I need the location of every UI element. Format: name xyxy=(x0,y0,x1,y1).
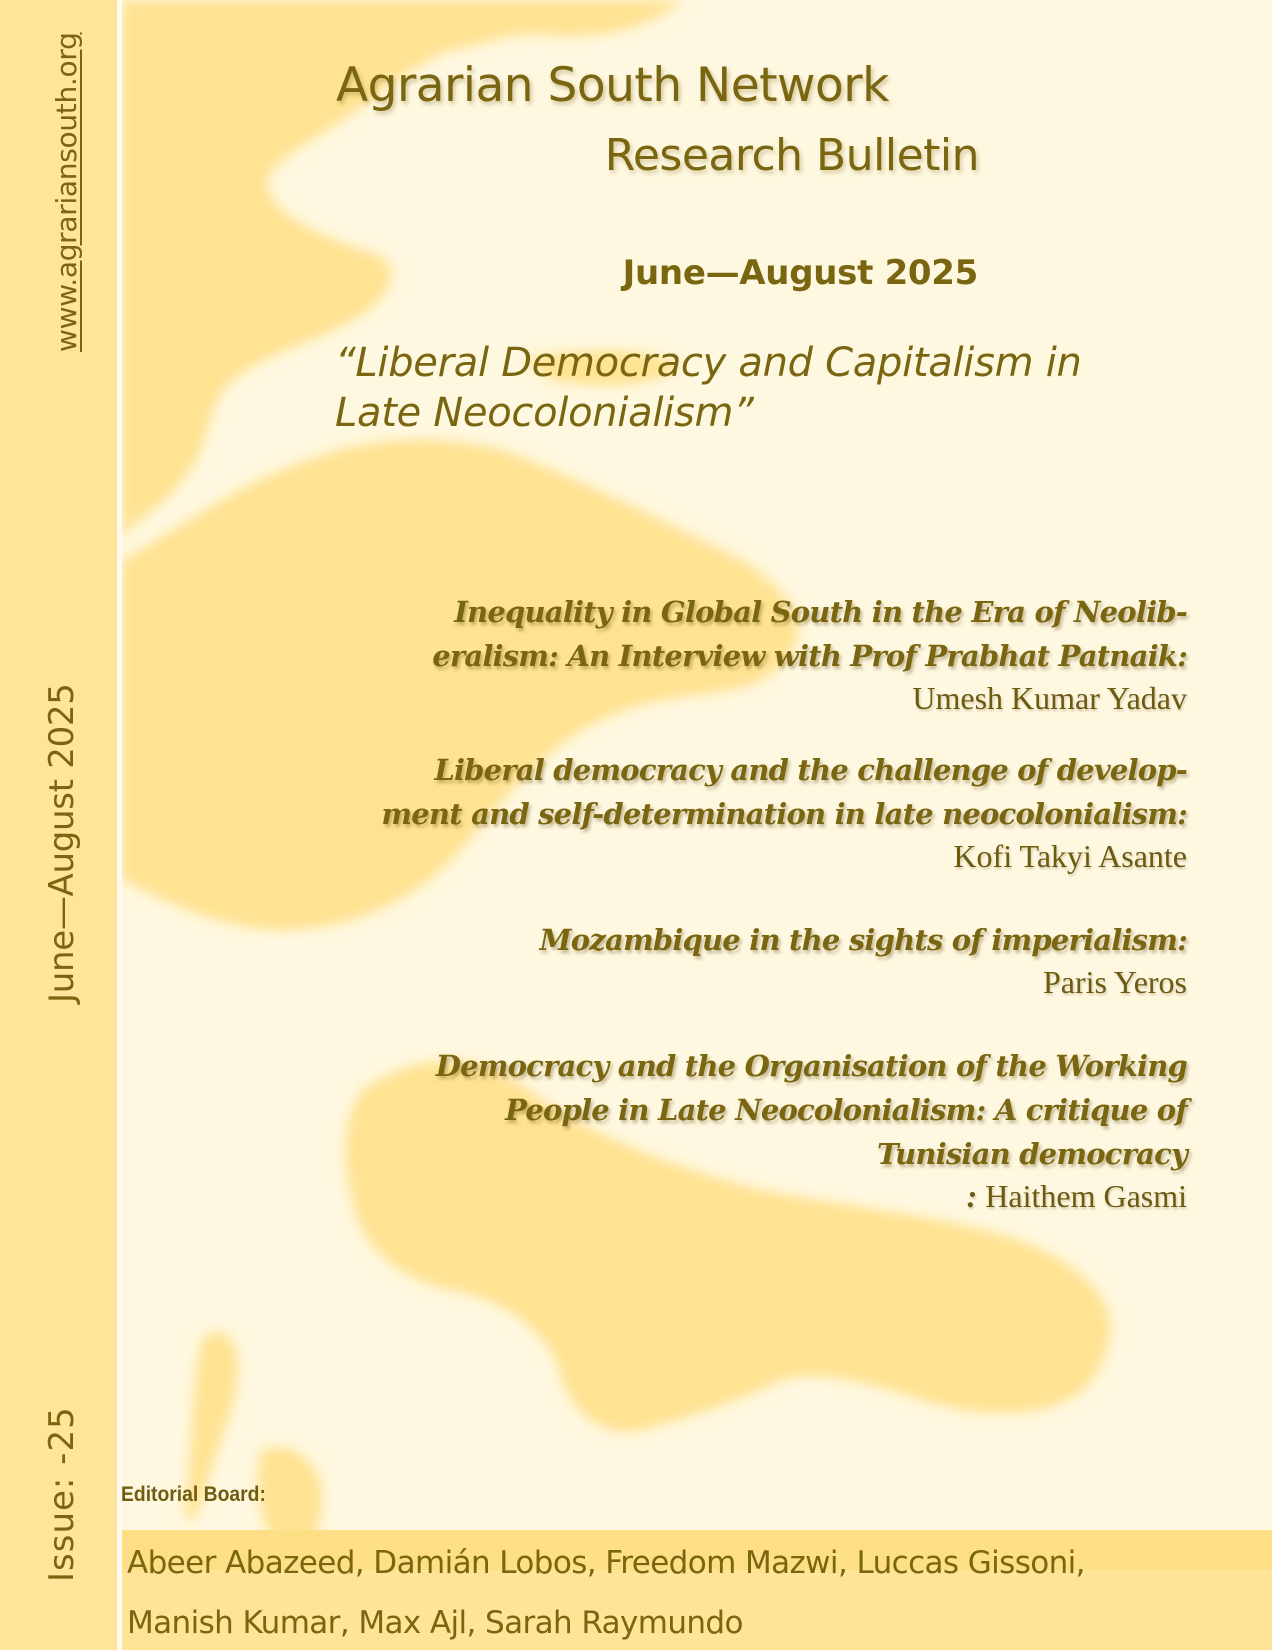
editorial-names-line-1: Abeer Abazeed, Damián Lobos, Freedom Mazwi, Luccas Gissoni, xyxy=(127,1545,1085,1581)
editorial-names-line-2: Manish Kumar, Max Ajl, Sarah Raymundo xyxy=(127,1605,743,1641)
article-author: Umesh Kumar Yadav xyxy=(912,680,1187,716)
publication-subtitle: Research Bulletin xyxy=(604,130,979,181)
sidebar-strip xyxy=(0,0,117,1650)
article-title-line: Inequality in Global South in the Era of Neolib- xyxy=(454,595,1187,629)
article-author: Kofi Takyi Asante xyxy=(953,838,1187,874)
issue-date: June—August 2025 xyxy=(622,253,978,293)
editorial-board-label: Editorial Board: xyxy=(121,1483,266,1506)
editorial-board-names xyxy=(127,1533,1267,1650)
article-title-line: Tunisian democracy xyxy=(876,1137,1187,1171)
sidebar-divider xyxy=(117,0,122,1650)
article-item[interactable] xyxy=(287,1044,1187,1216)
publication-title: Agrarian South Network xyxy=(336,58,889,113)
article-title-line: Democracy and the Organisation of the Working xyxy=(435,1049,1187,1083)
article-item[interactable] xyxy=(287,918,1187,1002)
author-name: Haithem Gasmi xyxy=(985,1178,1187,1214)
article-list xyxy=(287,590,1187,1246)
article-author xyxy=(287,1176,1187,1216)
issue-number: Issue: -25 xyxy=(42,1406,82,1582)
issue-theme xyxy=(335,338,1082,438)
article-item[interactable] xyxy=(287,590,1187,718)
theme-line-2: Late Neocolonialism” xyxy=(335,390,754,436)
website-link[interactable]: www.agrariansouth.org xyxy=(50,32,83,352)
article-title-line: eralism: An Interview with Prof Prabhat Patnaik: xyxy=(432,639,1187,673)
article-item[interactable] xyxy=(287,748,1187,876)
sidebar-date: June—August 2025 xyxy=(42,683,82,1003)
theme-line-1: “Liberal Democracy and Capitalism in xyxy=(335,340,1082,386)
article-title-line: People in Late Neocolonialism: A critique of xyxy=(505,1093,1187,1127)
author-prefix: : xyxy=(966,1178,978,1214)
article-author: Paris Yeros xyxy=(1042,964,1187,1000)
article-title-line: Mozambique in the sights of imperialism: xyxy=(539,923,1187,957)
article-title-line: ment and self-determination in late neocolonialism: xyxy=(381,797,1187,831)
article-title-line: Liberal democracy and the challenge of develop- xyxy=(434,753,1187,787)
